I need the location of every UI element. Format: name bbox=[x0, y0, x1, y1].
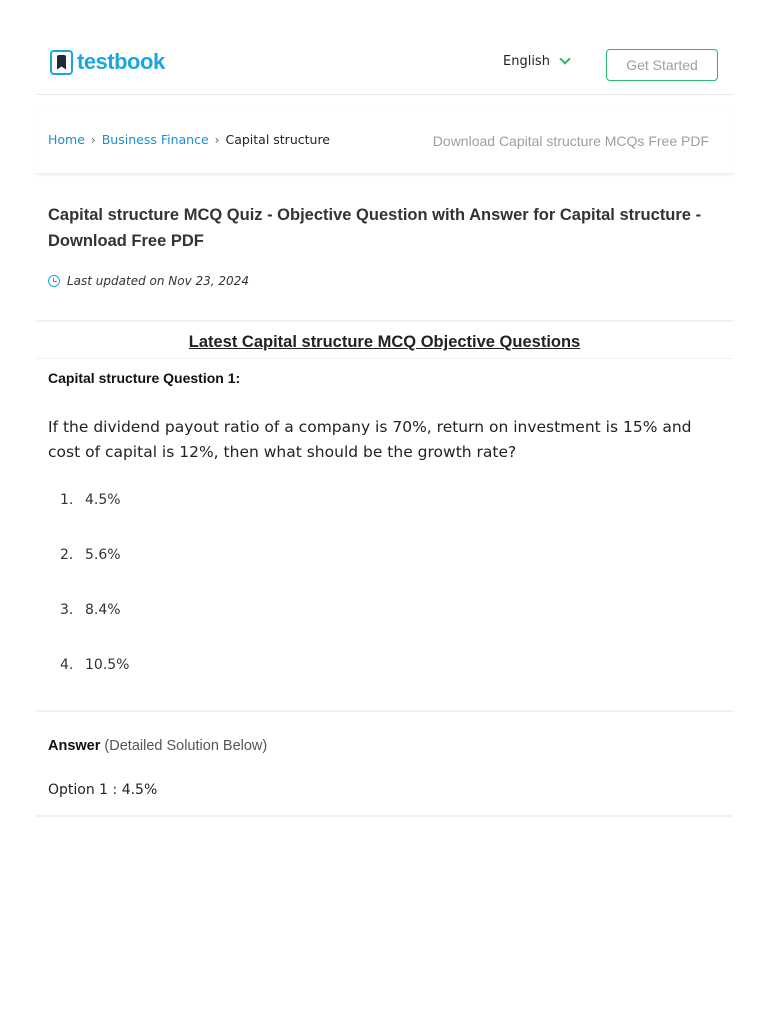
question-text: If the dividend payout ratio of a company is 70%, return on investment is 15% and cost of capital is 12%, then what should be the growth rate? bbox=[48, 418, 692, 461]
breadcrumb-business-finance-link[interactable]: Business Finance bbox=[101, 132, 209, 147]
option-text: 4.5% bbox=[85, 492, 121, 508]
options-list bbox=[60, 492, 129, 712]
testbook-logo[interactable] bbox=[50, 49, 165, 75]
title-card bbox=[36, 186, 733, 322]
chevron-right-icon: › bbox=[214, 132, 220, 147]
book-logo-icon bbox=[50, 50, 73, 75]
question-card bbox=[36, 358, 733, 712]
language-label: English bbox=[503, 54, 550, 69]
page-title: Capital structure MCQ Quiz - Objective Question with Answer for Capital structure - Download Free PDF bbox=[48, 206, 702, 250]
last-updated bbox=[48, 274, 249, 288]
option-item[interactable] bbox=[60, 547, 129, 602]
option-number: 1. bbox=[60, 492, 74, 508]
chevron-down-icon bbox=[559, 53, 570, 64]
option-item[interactable] bbox=[60, 492, 129, 547]
get-started-button[interactable]: Get Started bbox=[606, 49, 718, 81]
answer-value: Option 1 : 4.5% bbox=[48, 782, 158, 798]
answer-card bbox=[36, 724, 733, 817]
option-item[interactable] bbox=[60, 602, 129, 657]
clock-icon bbox=[48, 275, 60, 287]
option-number: 2. bbox=[60, 547, 74, 563]
logo-text: testbook bbox=[77, 49, 165, 74]
option-number: 4. bbox=[60, 657, 74, 673]
option-text: 5.6% bbox=[85, 547, 121, 563]
question-label: Capital structure Question 1: bbox=[48, 370, 241, 386]
last-updated-text: Last updated on Nov 23, 2024 bbox=[67, 274, 249, 288]
answer-sub-label: (Detailed Solution Below) bbox=[104, 738, 268, 754]
option-text: 10.5% bbox=[85, 657, 130, 673]
option-text: 8.4% bbox=[85, 602, 121, 618]
breadcrumb-home-link[interactable]: Home bbox=[48, 132, 85, 147]
section-heading: Latest Capital structure MCQ Objective Questions bbox=[188, 333, 581, 351]
breadcrumb-bar bbox=[36, 111, 733, 175]
answer-heading bbox=[48, 738, 267, 754]
answer-label: Answer bbox=[48, 738, 101, 754]
site-header bbox=[36, 30, 733, 95]
option-number: 3. bbox=[60, 602, 74, 618]
download-pdf-link[interactable]: Download Capital structure MCQs Free PDF bbox=[432, 133, 709, 149]
breadcrumb bbox=[48, 132, 330, 147]
option-item[interactable] bbox=[60, 657, 129, 712]
chevron-right-icon: › bbox=[90, 132, 96, 147]
language-selector[interactable] bbox=[503, 54, 569, 69]
breadcrumb-current: Capital structure bbox=[225, 132, 330, 147]
